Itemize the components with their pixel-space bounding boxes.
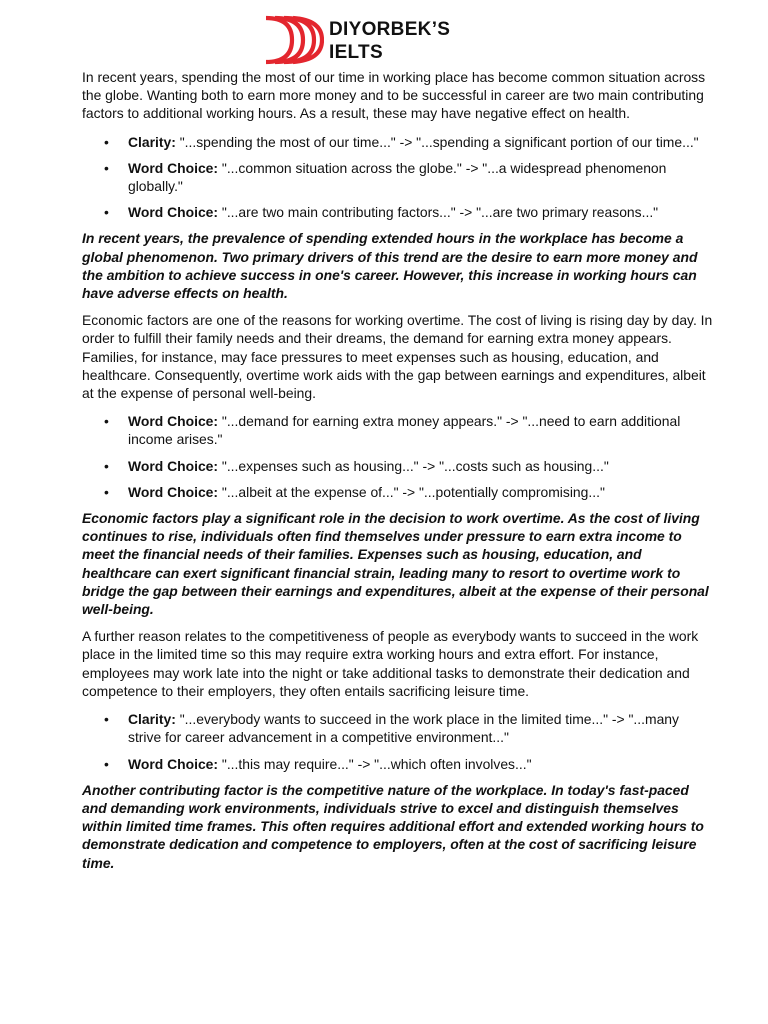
feedback-text: "...common situation across the globe." -> "...a widespread phenomenon globally." — [128, 159, 667, 195]
feedback-list-3 — [82, 710, 714, 773]
feedback-list-2 — [82, 412, 714, 501]
original-paragraph-3: A further reason relates to the competitiveness of people as everybody wants to succeed in the work place in the limited time so this may require extra working hours and extra effort. For instance, employees may work late into the night or take additional tasks to demonstrate their dedication and competence to their employers, they often entails sacrificing leisure time. — [82, 628, 699, 699]
original-paragraph-1: In recent years, spending the most of our time in working place has become common situation across the globe. Wanting both to earn more money and to be successful in career are two main contributing factors to additional working hours. As a result, these may have negative effect on health. — [82, 69, 706, 122]
feedback-label: Word Choice: — [128, 204, 219, 221]
feedback-item — [82, 203, 714, 221]
header — [0, 12, 768, 66]
feedback-text: "...albeit at the expense of..." -> "...potentially compromising..." — [218, 483, 605, 500]
bullet-icon: • — [104, 483, 109, 500]
feedback-text: "...expenses such as housing..." -> "...costs such as housing..." — [218, 457, 609, 474]
improved-paragraph-1: In recent years, the prevalence of spending extended hours in the workplace has become a global phenomenon. Two primary drivers of this trend are the desire to earn more money and the ambition to achieve success in one's career. However, this increase in working hours can have adverse effects on health. — [82, 230, 698, 302]
original-paragraph-2: Economic factors are one of the reasons for working overtime. The cost of living is rising day by day. In order to fulfill their family needs and their dreams, the demand for earning extra money appears. Families, for instance, may face pressures to meet expenses such as housing, education, and healthcare. Consequently, overtime work aids with the gap between earnings and expenditures, albeit at the expense of personal well-being. — [82, 312, 713, 402]
feedback-label: Word Choice: — [128, 483, 219, 500]
bullet-icon: • — [104, 457, 109, 474]
feedback-item — [82, 483, 714, 501]
document-body — [82, 68, 714, 881]
feedback-item — [82, 710, 714, 746]
feedback-label: Word Choice: — [128, 159, 219, 176]
improved-paragraph-2: Economic factors play a significant role in the decision to work overtime. As the cost of living continues to rise, individuals often find themselves under pressure to earn extra income to meet the financial needs of their families. Expenses such as housing, education, and healthcare can exert significant financial strain, leading many to resort to overtime work to bridge the gap between their earnings and expenditures, albeit at the expense of their personal well-being. — [82, 510, 709, 618]
bullet-icon: • — [104, 204, 109, 221]
feedback-text: "...this may require..." -> "...which often involves..." — [218, 755, 532, 772]
feedback-text: "...are two main contributing factors..." -> "...are two primary reasons..." — [218, 204, 659, 221]
bullet-icon: • — [104, 755, 109, 772]
feedback-text: "...spending the most of our time..." -> "...spending a significant portion of our time..." — [175, 133, 699, 150]
feedback-item — [82, 755, 714, 773]
feedback-label: Word Choice: — [128, 413, 219, 430]
brand-line-1: DIYORBEK’S — [329, 19, 451, 40]
feedback-item — [82, 133, 714, 151]
feedback-item — [82, 412, 714, 448]
brand-line-2: IELTS — [329, 42, 383, 63]
brand-logo-icon — [262, 14, 324, 66]
bullet-icon: • — [104, 133, 109, 150]
feedback-list-1 — [82, 133, 714, 222]
feedback-label: Word Choice: — [128, 755, 219, 772]
feedback-text: "...everybody wants to succeed in the work place in the limited time..." -> "...many strive for career advancement in a competitive environment..." — [128, 711, 679, 746]
bullet-icon: • — [104, 159, 109, 176]
bullet-icon: • — [104, 413, 109, 430]
feedback-item — [82, 159, 714, 195]
feedback-label: Word Choice: — [128, 457, 219, 474]
feedback-item — [82, 457, 714, 475]
feedback-text: "...demand for earning extra money appears." -> "...need to earn additional income arises." — [128, 413, 681, 448]
feedback-label: Clarity: — [128, 133, 176, 150]
improved-paragraph-3: Another contributing factor is the competitive nature of the workplace. In today's fast-paced and demanding work environments, individuals strive to excel and distinguish themselves within limited time frames. This often requires additional effort and extended working hours to demonstrate dedication and competence to employers, often at the cost of sacrificing leisure time. — [82, 781, 704, 871]
brand-title — [329, 18, 450, 64]
feedback-label: Clarity: — [128, 711, 176, 728]
bullet-icon: • — [104, 711, 109, 728]
